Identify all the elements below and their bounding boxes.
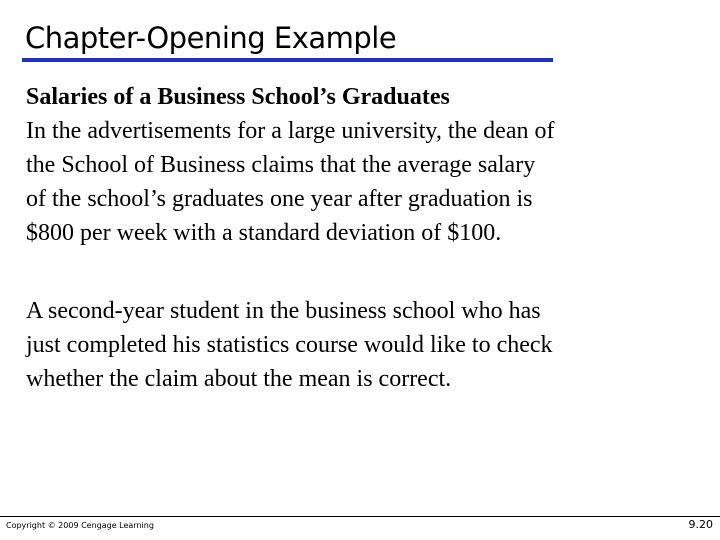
example-heading: Salaries of a Business School’s Graduates	[26, 84, 450, 110]
paragraph-1-line: $800 per week with a standard deviation of $100.	[26, 220, 502, 246]
title-underline	[22, 58, 553, 62]
footer-copyright: Copyright © 2009 Cengage Learning	[6, 521, 154, 530]
paragraph-1-line: In the advertisements for a large university, the dean of	[26, 118, 555, 144]
paragraph-2-line: just completed his statistics course would like to check	[26, 332, 553, 358]
paragraph-1-line: the School of Business claims that the average salary	[26, 152, 536, 178]
paragraph-spacer	[26, 250, 706, 294]
paragraph-2-line: whether the claim about the mean is correct.	[26, 366, 452, 392]
paragraph-2-line: A second-year student in the business school who has	[26, 298, 541, 324]
paragraph-1-line: of the school’s graduates one year after graduation is	[26, 186, 533, 212]
footer-divider	[0, 516, 720, 517]
slide-body	[26, 80, 706, 396]
slide-number: 9.20	[688, 518, 713, 531]
slide-title: Chapter-Opening Example	[25, 21, 397, 55]
